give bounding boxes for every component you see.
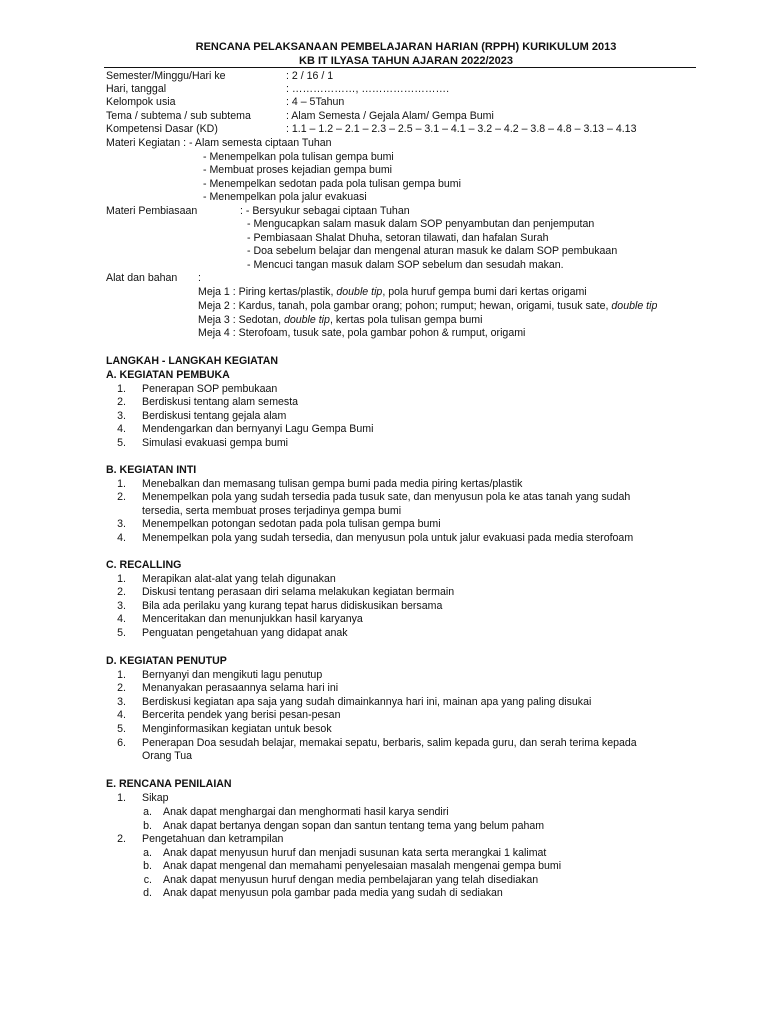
- list-subitem: Anak dapat menyusun huruf dan menjadi susunan kata serta merangkai 1 kalimat: [163, 847, 547, 859]
- list-number: 3.: [117, 410, 126, 422]
- identity-label-kelompok: Kelompok usia: [106, 96, 176, 108]
- list-subitem: Anak dapat bertanya dengan sopan dan santun tentang tema yang belum paham: [163, 820, 545, 832]
- list-item-continuation: Orang Tua: [142, 750, 193, 762]
- list-number: 2.: [117, 586, 126, 598]
- identity-label-hari: Hari, tanggal: [106, 83, 167, 95]
- section-d-title: D. KEGIATAN PENUTUP: [106, 655, 227, 667]
- list-number: 1.: [117, 383, 126, 395]
- materi-pembiasaan-item: - Doa sebelum belajar dan mengenal aturan masuk ke dalam SOP pembukaan: [247, 245, 618, 257]
- list-item: Simulasi evakuasi gempa bumi: [142, 437, 289, 449]
- list-number: 2.: [117, 396, 126, 408]
- identity-label-kd: Kompetensi Dasar (KD): [106, 123, 218, 135]
- materi-pembiasaan-item: - Pembiasaan Shalat Dhuha, setoran tilawati, dan hafalan Surah: [247, 232, 549, 244]
- list-subitem: Anak dapat menyusun huruf dengan media pembelajaran yang telah disediakan: [163, 874, 539, 886]
- list-number: 5.: [117, 437, 126, 449]
- materi-kegiatan-item: - Membuat proses kejadian gempa bumi: [203, 164, 393, 176]
- list-letter: b.: [143, 820, 152, 832]
- langkah-title: LANGKAH - LANGKAH KEGIATAN: [106, 355, 279, 367]
- list-item: Merapikan alat-alat yang telah digunakan: [142, 573, 336, 585]
- list-item: Menceritakan dan menunjukkan hasil karyanya: [142, 613, 363, 625]
- meja-4-line: Meja 4 : Sterofoam, tusuk sate, pola gambar pohon & rumput, origami: [198, 327, 526, 339]
- list-number: 4.: [117, 532, 126, 544]
- list-number: 4.: [117, 709, 126, 721]
- list-number: 5.: [117, 723, 126, 735]
- identity-value-tema: : Alam Semesta / Gejala Alam/ Gempa Bumi: [286, 110, 494, 122]
- list-number: 3.: [117, 600, 126, 612]
- list-item: Berdiskusi tentang gejala alam: [142, 410, 287, 422]
- list-letter: a.: [143, 806, 152, 818]
- section-a-title: A. KEGIATAN PEMBUKA: [106, 369, 230, 381]
- meja-1-line: Meja 1 : Piring kertas/plastik, double tip, pola huruf gempa bumi dari kertas origami: [198, 286, 587, 298]
- section-e-title: E. RENCANA PENILAIAN: [106, 778, 232, 790]
- identity-value-kelompok: : 4 – 5Tahun: [286, 96, 345, 108]
- materi-pembiasaan-first: : - Bersyukur sebagai ciptaan Tuhan: [240, 205, 410, 217]
- list-item-continuation: tersedia, serta membuat proses terjadinya gempa bumi: [142, 505, 402, 517]
- list-item: Berdiskusi kegiatan apa saja yang sudah dimainkannya hari ini, mainan apa yang paling disukai: [142, 696, 592, 708]
- list-number: 3.: [117, 518, 126, 530]
- alat-bahan-label: Alat dan bahan: [106, 272, 178, 284]
- list-number: 6.: [117, 737, 126, 749]
- list-item: Sikap: [142, 792, 169, 804]
- list-item: Berdiskusi tentang alam semesta: [142, 396, 299, 408]
- list-letter: d.: [143, 887, 152, 899]
- meja-2-line: Meja 2 : Kardus, tanah, pola gambar orang; pohon; rumput; hewan, origami, tusuk sate, double tip: [198, 300, 658, 312]
- materi-kegiatan-item: - Menempelkan pola jalur evakuasi: [203, 191, 367, 203]
- list-item: Menanyakan perasaannya selama hari ini: [142, 682, 339, 694]
- list-item: Bercerita pendek yang berisi pesan-pesan: [142, 709, 341, 721]
- list-number: 4.: [117, 613, 126, 625]
- meja-3-line: Meja 3 : Sedotan, double tip, kertas pola tulisan gempa bumi: [198, 314, 483, 326]
- list-subitem: Anak dapat mengenal dan memahami penyelesaian masalah mengenai gempa bumi: [163, 860, 562, 872]
- section-c-title: C. RECALLING: [106, 559, 182, 571]
- document-title-line1: RENCANA PELAKSANAAN PEMBELAJARAN HARIAN (RPPH) KURIKULUM 2013: [195, 41, 617, 53]
- list-item: Bernyanyi dan mengikuti lagu penutup: [142, 669, 323, 681]
- identity-value-hari: : ………………, …………………….: [286, 83, 450, 95]
- list-number: 1.: [117, 478, 126, 490]
- document-title-line2: KB IT ILYASA TAHUN AJARAN 2022/2023: [299, 55, 513, 67]
- list-number: 1.: [117, 669, 126, 681]
- list-item: Diskusi tentang perasaan diri selama melakukan kegiatan bermain: [142, 586, 455, 598]
- list-item: Menginformasikan kegiatan untuk besok: [142, 723, 332, 735]
- materi-kegiatan-label: Materi Kegiatan : - Alam semesta ciptaan Tuhan: [106, 137, 332, 149]
- materi-pembiasaan-item: - Mencuci tangan masuk dalam SOP sebelum dan sesudah makan.: [247, 259, 564, 271]
- list-item: Pengetahuan dan ketrampilan: [142, 833, 284, 845]
- list-item: Menempelkan pola yang sudah tersedia pada tusuk sate, dan menyusun pola ke atas tanah yang sudah: [142, 491, 631, 503]
- list-number: 4.: [117, 423, 126, 435]
- list-item: Menebalkan dan memasang tulisan gempa bumi pada media piring kertas/plastik: [142, 478, 523, 490]
- list-subitem: Anak dapat menyusun pola gambar pada media yang sudah di sediakan: [163, 887, 503, 899]
- list-letter: a.: [143, 847, 152, 859]
- list-item: Bila ada perilaku yang kurang tepat harus didiskusikan bersama: [142, 600, 443, 612]
- list-item: Menempelkan potongan sedotan pada pola tulisan gempa bumi: [142, 518, 441, 530]
- identity-value-kd: : 1.1 – 1.2 – 2.1 – 2.3 – 2.5 – 3.1 – 4.1 – 3.2 – 4.2 – 3.8 – 4.8 – 3.13 – 4.13: [286, 123, 637, 135]
- list-item: Penerapan SOP pembukaan: [142, 383, 278, 395]
- list-number: 2.: [117, 833, 126, 845]
- header-divider: [104, 67, 696, 68]
- section-b-title: B. KEGIATAN INTI: [106, 464, 197, 476]
- list-item: Penguatan pengetahuan yang didapat anak: [142, 627, 348, 639]
- identity-label-tema: Tema / subtema / sub subtema: [106, 110, 251, 122]
- list-number: 3.: [117, 696, 126, 708]
- materi-pembiasaan-label: Materi Pembiasaan: [106, 205, 198, 217]
- list-item: Menempelkan pola yang sudah tersedia, dan menyusun pola untuk jalur evakuasi pada media sterofoam: [142, 532, 634, 544]
- list-number: 2.: [117, 491, 126, 503]
- list-subitem: Anak dapat menghargai dan menghormati hasil karya sendiri: [163, 806, 449, 818]
- materi-pembiasaan-item: - Mengucapkan salam masuk dalam SOP penyambutan dan penjemputan: [247, 218, 595, 230]
- list-letter: c.: [143, 874, 152, 886]
- list-item: Mendengarkan dan bernyanyi Lagu Gempa Bumi: [142, 423, 374, 435]
- alat-bahan-colon: :: [198, 272, 201, 284]
- list-number: 5.: [117, 627, 126, 639]
- list-item: Penerapan Doa sesudah belajar, memakai sepatu, berbaris, salim kepada guru, dan serah terima kepada: [142, 737, 637, 749]
- list-letter: b.: [143, 860, 152, 872]
- materi-kegiatan-item: - Menempelkan pola tulisan gempa bumi: [203, 151, 394, 163]
- list-number: 2.: [117, 682, 126, 694]
- materi-kegiatan-item: - Menempelkan sedotan pada pola tulisan gempa bumi: [203, 178, 461, 190]
- list-number: 1.: [117, 792, 126, 804]
- list-number: 1.: [117, 573, 126, 585]
- identity-value-semester: : 2 / 16 / 1: [286, 70, 334, 82]
- identity-label-semester: Semester/Minggu/Hari ke: [106, 70, 226, 82]
